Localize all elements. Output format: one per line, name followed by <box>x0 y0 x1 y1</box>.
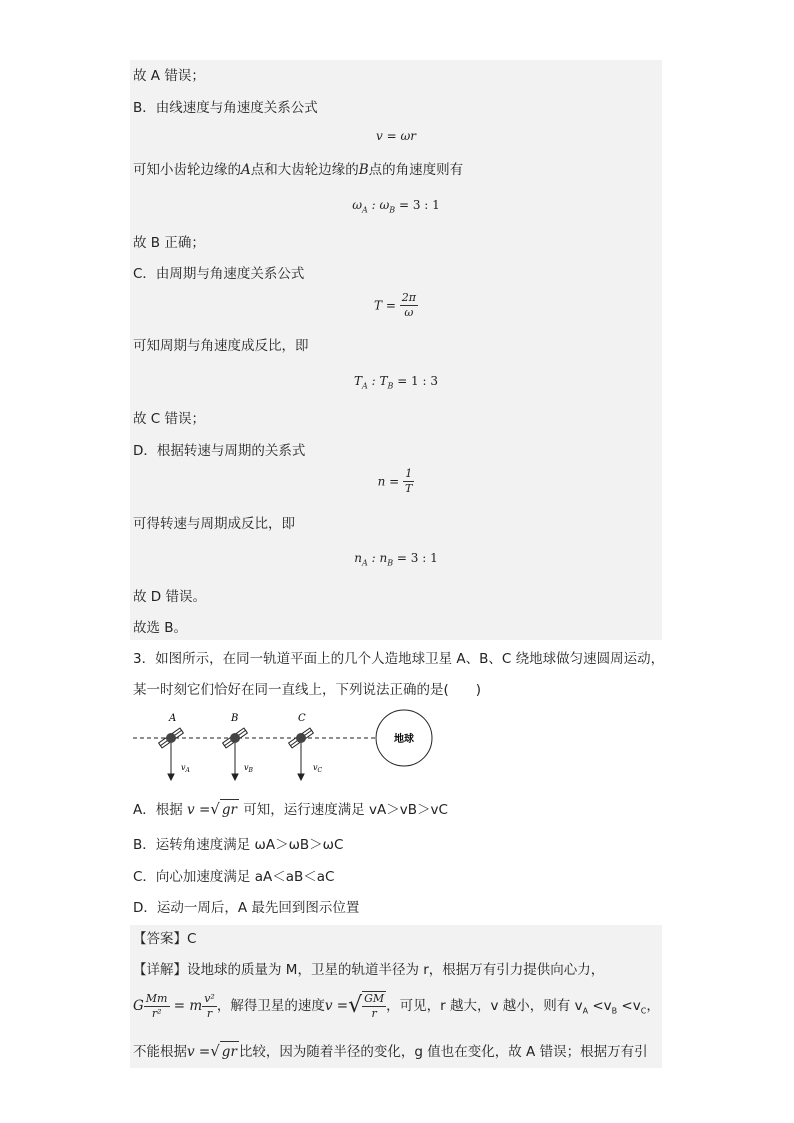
formula-v-omega-r: v = ωr <box>376 129 416 143</box>
sat-label-c: C <box>298 713 306 724</box>
point-b-label: B <box>358 162 369 178</box>
sat-label-a: A <box>169 713 177 724</box>
text-span: 可知小齿轮边缘的 <box>133 162 241 178</box>
detail-formula-line: G $\frac{Mm}{\text{r²}}$ = m $\frac{\text{v²}}{r}$ ，解得卫星的速度v =√ $\frac{GM}{r}$ ，可见，r 越大，v 越小，则有 $v_A <v_B <v_C$， <box>133 991 660 1020</box>
text-line: 可知周期与角速度成反比，即 <box>133 338 309 354</box>
text-line: 故 B 正确； <box>133 235 205 251</box>
earth-label: 地球 <box>394 734 414 745</box>
formula-period: T = $\frac{2\pi}{\omega}$ <box>374 291 416 319</box>
answer-label: 【答案】C <box>133 931 197 947</box>
formula-period-ratio: $T_A$ : $T_B = 1$ : 3 <box>354 374 438 391</box>
sat-label-b: B <box>231 713 239 724</box>
text-line: 故 A 错误； <box>133 68 205 84</box>
text-line: D．根据转速与周期的关系式 <box>133 443 306 459</box>
text-line: 故 C 错误； <box>133 411 206 427</box>
satellite-figure <box>133 708 433 788</box>
detail-line: 【详解】设地球的质量为 M，卫星的轨道半径为 r，根据万有引力提供向心力， <box>133 962 605 978</box>
option-c: C．向心加速度满足 aA＜aB＜aC <box>133 869 335 885</box>
text-line: B．由线速度与角速度关系公式 <box>133 100 318 116</box>
vel-label-a: $v_A$ <box>181 763 190 774</box>
detail-line: 不能根据v =√ gr 比较，因为随着半径的变化，g 值也在变化，故 A 错误；根据万有引 <box>133 1042 648 1060</box>
formula-rotation: n = $\frac{1}{T}$ <box>377 467 413 495</box>
question-text: 某一时刻它们恰好在同一直线上，下列说法正确的是( ) <box>133 682 482 698</box>
vel-label-b: $v_B$ <box>244 763 253 774</box>
text-line: C．由周期与角速度关系公式 <box>133 266 305 282</box>
option-a: A．根据 v =√ gr 可知，运行速度满足 vA＞vB＞vC <box>133 800 448 818</box>
text-line: 故选 B。 <box>133 620 188 636</box>
vel-label-c: $v_C$ <box>313 763 323 774</box>
option-d: D．运动一周后，A 最先回到图示位置 <box>133 900 360 916</box>
text-span: 点的角速度则有 <box>368 162 464 178</box>
text-span: 点和大齿轮边缘的 <box>250 162 359 178</box>
text-line: 可得转速与周期成反比，即 <box>133 516 295 532</box>
formula-rotation-ratio: $n_A$ : $n_B = 3$ : 1 <box>354 551 438 568</box>
option-b: B．运转角速度满足 ωA＞ωB＞ωC <box>133 837 344 853</box>
point-a-label: A <box>241 162 251 178</box>
text-line <box>133 160 463 180</box>
text-line: 故 D 错误。 <box>133 589 206 605</box>
formula-omega-ratio: $\omega_A$ : $\omega_B = 3$ : 1 <box>352 198 440 215</box>
question-text: 3．如图所示，在同一轨道平面上的几个人造地球卫星 A、B、C 绕地球做匀速圆周运动， <box>133 651 665 667</box>
